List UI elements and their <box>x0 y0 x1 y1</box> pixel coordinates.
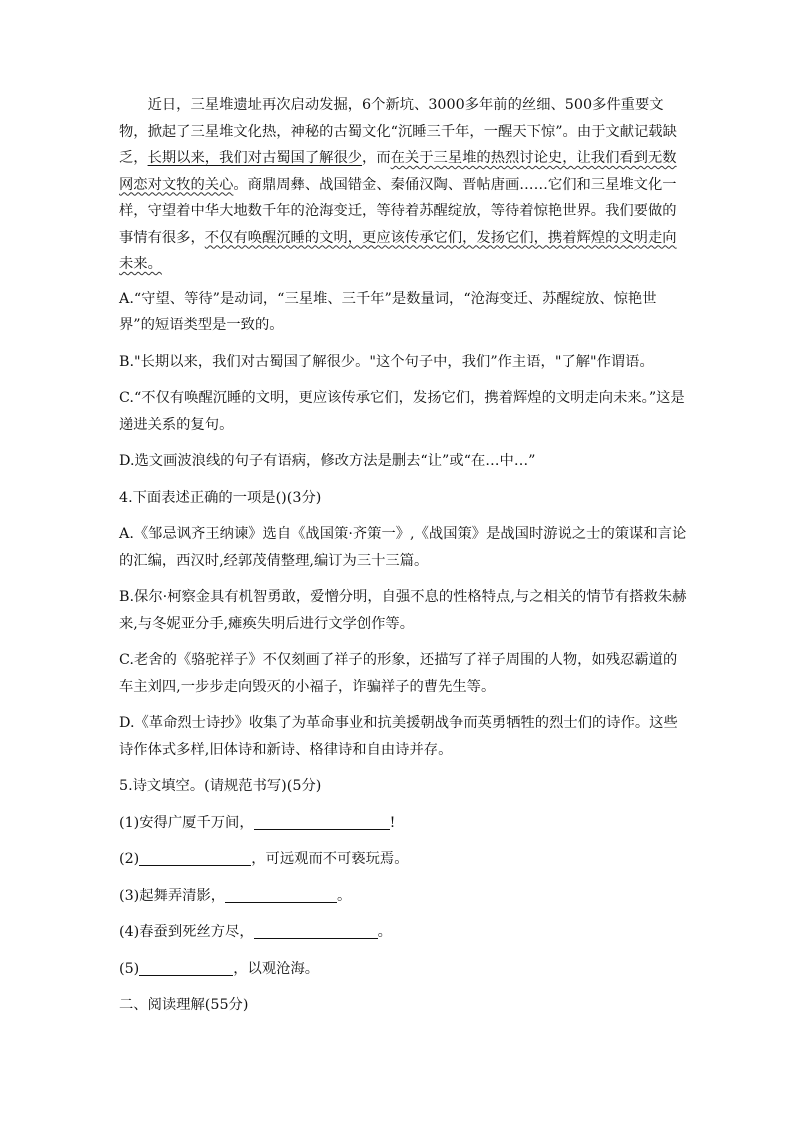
q5-item-3: (3)起舞弄清影， 。 <box>119 887 352 904</box>
fill-blank-1[interactable] <box>254 813 390 830</box>
wavy-underlined-sentence-2: 不仅有唤醒沉睡的文明，更应该传承它们，发扬它们，携着辉煌的文明走向未来。 <box>119 229 677 272</box>
wavy-underlined-sentence-1: 在关于三星堆的热烈讨论史，让我们看到无数网恋对文牧的关心 <box>119 150 677 193</box>
q4-option-b: B.保尔·柯察金具有机智勇敢，爱憎分明，自强不息的性格特点,与之相关的情节有搭救朱赫来,与冬妮亚分手,瘫痪失明后进行文学创作等。 <box>119 589 687 632</box>
passage-text: ，而 <box>362 150 391 166</box>
fill-blank-5[interactable] <box>139 959 233 976</box>
passage-text: 。商鼎周彝、战国错金、秦俑汉陶、晋帖唐画……它们和三星堆文化一样，守望着中华大地数千年的沧海变迁，等待着苏醒绽放，等待着惊艳世界。我们要做的事情有很多， <box>119 176 677 246</box>
section-heading: 二、阅读理解(55分) <box>119 997 249 1013</box>
document-page <box>119 92 689 1029</box>
q5-item-1: (1)安得广厦千万间， ! <box>119 814 396 831</box>
passage-text: 近日，三星堆遗址再次启动发掘，6个新坑、3000多年前的丝细、500多件重要文物，掀起了三星堆文化热，神秘的古蜀文化“沉睡三千年，一醒天下惊”。由于文献记载缺乏， <box>119 97 677 166</box>
fill-blank-2[interactable] <box>139 849 251 866</box>
underlined-sentence: 长期以来，我们对古蜀国了解很少 <box>147 150 363 166</box>
q3-option-b: B."长期以来，我们对古蜀国了解很少。"这个句子中，我们”作主语，"了解"作谓语。 <box>119 353 654 370</box>
q4-option-c: C.老舍的《骆驼祥子》不仅刻画了祥子的形象，还描写了祥子周围的人物，如残忍霸道的车主刘四,一步步走向毁灭的小福子，诈骗祥子的曹先生等。 <box>119 652 678 695</box>
q5-item-5: (5) ，以观沧海。 <box>119 960 320 977</box>
q3-option-c: C.“不仅有唤醒沉睡的文明，更应该传承它们，发扬它们，携着辉煌的文明走向未来。”这是递进关系的复句。 <box>119 390 685 433</box>
q5-item-4: (4)春蚕到死丝方尽， 。 <box>119 924 392 940</box>
q3-option-a: A.“守望、等待”是动词，“三星堆、三千年”是数量词，“沧海变迁、苏醒绽放、惊艳世界”的短语类型是一致的。 <box>119 290 657 333</box>
q5-stem: 5.诗文填空。(请规范书写)(5分) <box>119 778 322 794</box>
q4-stem: 4.下面表述正确的一项是()(3分) <box>119 489 322 506</box>
q5-item-2: (2) ，可远观而不可亵玩焉。 <box>119 851 409 867</box>
fill-blank-3[interactable] <box>225 886 337 903</box>
q4-option-d: D.《革命烈士诗抄》收集了为革命事业和抗美援朝战争而英勇牺牲的烈士们的诗作。这些诗作体式多样,旧体诗和新诗、格律诗和自由诗并存。 <box>119 715 678 758</box>
reading-passage <box>119 92 689 278</box>
q4-option-a: A.《邹忌讽齐王纳谏》选自《战国策·齐策一》,《战国策》是战国时游说之士的策谋和言论的汇编，西汉时,经郭茂倩整理,编订为三十三篇。 <box>119 526 687 569</box>
fill-blank-4[interactable] <box>254 922 378 939</box>
q3-option-d: D.选文画波浪线的句子有语病，修改方法是删去“让”或“在…中…” <box>119 453 536 469</box>
